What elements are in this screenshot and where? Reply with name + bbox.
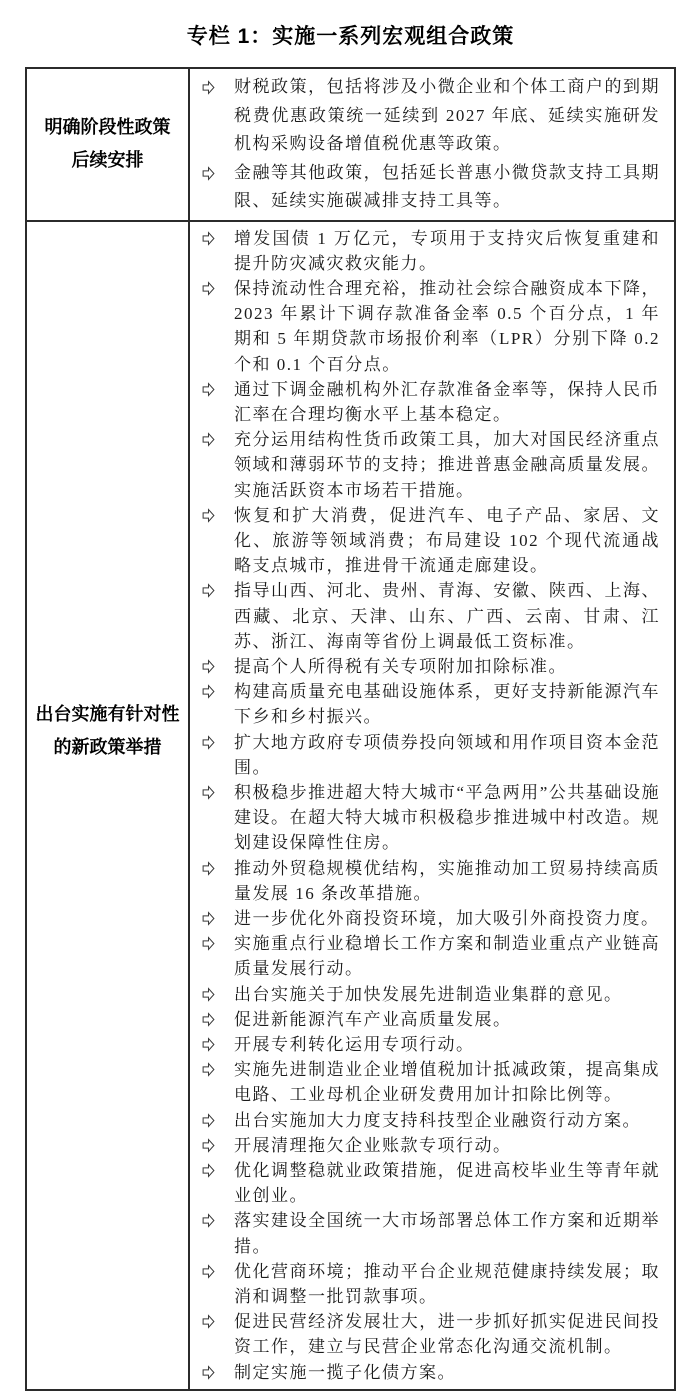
policy-item (202, 679, 660, 729)
policy-item (202, 1158, 660, 1208)
policy-item-text: 进一步优化外商投资环境，加大吸引外商投资力度。 (234, 908, 660, 928)
policy-item-text: 指导山西、河北、贵州、青海、安徽、陕西、上海、西藏、北京、天津、山东、广西、云南、甘肃、江苏、浙江、海南等省份上调最低工资标准。 (234, 581, 660, 651)
policy-item-list (202, 73, 660, 216)
hollow-right-arrow-icon (202, 1208, 216, 1228)
policy-item (202, 1108, 660, 1133)
policy-item (202, 1032, 660, 1057)
policy-item-text: 财税政策，包括将涉及小微企业和个体工商户的到期税费优惠政策统一延续到 2027 年底、延续实施研发机构采购设备增值税优惠等政策。 (234, 77, 660, 153)
hollow-right-arrow-icon (202, 1032, 216, 1052)
policy-item-text: 构建高质量充电基础设施体系，更好支持新能源汽车下乡和乡村振兴。 (234, 682, 660, 727)
policy-table (25, 67, 676, 1391)
policy-item (202, 931, 660, 981)
policy-item-text: 增发国债 1 万亿元，专项用于支持灾后恢复重建和提升防灾减灾救灾能力。 (234, 228, 660, 273)
policy-item-text: 恢复和扩大消费，促进汽车、电子产品、家居、文化、旅游等领域消费；布局建设 102 个现代流通战略支点城市，推进骨干流通走廊建设。 (234, 505, 660, 576)
policy-item (202, 1259, 660, 1309)
table-row-phase-policies (27, 69, 674, 220)
policy-item (202, 276, 660, 377)
policy-item-text: 优化营商环境；推动平台企业规范健康持续发展；取消和调整一批罚款事项。 (234, 1261, 660, 1307)
hollow-right-arrow-icon (202, 780, 216, 800)
policy-item (202, 654, 660, 679)
policy-item-text: 出台实施关于加快发展先进制造业集群的意见。 (234, 984, 623, 1004)
hollow-right-arrow-icon (202, 226, 216, 246)
policy-item (202, 73, 660, 159)
policy-item-text: 落实建设全国统一大市场部署总体工作方案和近期举措。 (234, 1211, 660, 1256)
hollow-right-arrow-icon (202, 906, 216, 926)
policy-item-list (202, 226, 660, 1385)
row-body-phase-policies (190, 69, 674, 220)
policy-item-text: 开展清理拖欠企业账款专项行动。 (234, 1135, 512, 1155)
hollow-right-arrow-icon (202, 503, 216, 523)
hollow-right-arrow-icon (202, 1309, 216, 1329)
policy-item (202, 427, 660, 503)
hollow-right-arrow-icon (202, 1057, 216, 1077)
row-body-new-policies (190, 222, 674, 1389)
hollow-right-arrow-icon (202, 159, 216, 181)
row-header-line: 出台实施有针对性 (35, 704, 180, 725)
policy-item (202, 1208, 660, 1258)
hollow-right-arrow-icon (202, 982, 216, 1002)
policy-item (202, 159, 660, 216)
policy-item-text: 充分运用结构性货币政策工具，加大对国民经济重点领域和薄弱环节的支持；推进普惠金融高质量发展。实施活跃资本市场若干措施。 (234, 430, 660, 500)
policy-item (202, 1133, 660, 1158)
policy-item-text: 制定实施一揽子化债方案。 (234, 1362, 456, 1382)
hollow-right-arrow-icon (202, 730, 216, 750)
hollow-right-arrow-icon (202, 1108, 216, 1128)
row-header-new-policies (27, 222, 190, 1389)
policy-item (202, 906, 660, 931)
row-header-line: 明确阶段性政策 (44, 117, 171, 138)
policy-item-text: 实施重点行业稳增长工作方案和制造业重点产业链高质量发展行动。 (234, 934, 660, 979)
hollow-right-arrow-icon (202, 931, 216, 951)
hollow-right-arrow-icon (202, 654, 216, 674)
hollow-right-arrow-icon (202, 1259, 216, 1279)
policy-item (202, 578, 660, 654)
policy-item (202, 1057, 660, 1107)
hollow-right-arrow-icon (202, 1158, 216, 1178)
policy-item (202, 1007, 660, 1032)
hollow-right-arrow-icon (202, 377, 216, 397)
policy-item-text: 保持流动性合理充裕，推动社会综合融资成本下降，2023 年累计下调存款准备金率 0.5 个百分点，1 年期和 5 年期贷款市场报价利率（LPR）分别下降 0.2 个和 0.1 个百分点。 (234, 278, 660, 374)
row-header-line: 后续安排 (71, 150, 144, 171)
policy-item (202, 503, 660, 579)
policy-item (202, 226, 660, 276)
hollow-right-arrow-icon (202, 276, 216, 296)
hollow-right-arrow-icon (202, 1360, 216, 1380)
policy-item-text: 开展专利转化运用专项行动。 (234, 1035, 475, 1054)
policy-item-text: 促进新能源汽车产业高质量发展。 (234, 1009, 512, 1029)
policy-item (202, 856, 660, 906)
policy-item (202, 780, 660, 856)
hollow-right-arrow-icon (202, 1007, 216, 1027)
hollow-right-arrow-icon (202, 578, 216, 598)
table-row-new-policies (27, 220, 674, 1389)
policy-item-text: 扩大地方政府专项债券投向领域和用作项目资本金范围。 (234, 732, 660, 777)
hollow-right-arrow-icon (202, 1133, 216, 1153)
policy-item (202, 377, 660, 427)
hollow-right-arrow-icon (202, 73, 216, 95)
policy-item-text: 推动外贸稳规模优结构，实施推动加工贸易持续高质量发展 16 条改革措施。 (234, 858, 660, 903)
policy-item-text: 出台实施加大力度支持科技型企业融资行动方案。 (234, 1110, 641, 1130)
policy-item-text: 金融等其他政策，包括延长普惠小微贷款支持工具期限、延续实施碳减排支持工具等。 (234, 162, 660, 210)
hollow-right-arrow-icon (202, 679, 216, 699)
page-title: 专栏 1：实施一系列宏观组合政策 (186, 25, 515, 48)
policy-item-text: 积极稳步推进超大特大城市“平急两用”公共基础设施建设。在超大特大城市积极稳步推进城中村改造。规划建设保障性住房。 (234, 782, 660, 853)
policy-item (202, 730, 660, 780)
row-header-line: 的新政策举措 (53, 737, 162, 758)
policy-item-text: 提高个人所得税有关专项附加扣除标准。 (234, 656, 567, 676)
policy-item-text: 通过下调金融机构外汇存款准备金率等，保持人民币汇率在合理均衡水平上基本稳定。 (234, 379, 660, 424)
policy-item-text: 促进民营经济发展壮大，进一步抓好抓实促进民间投资工作，建立与民营企业常态化沟通交流机制。 (234, 1312, 660, 1357)
hollow-right-arrow-icon (202, 427, 216, 447)
policy-item-text: 优化调整稳就业政策措施，促进高校毕业生等青年就业创业。 (234, 1161, 660, 1206)
policy-item-text: 实施先进制造业企业增值税加计抵减政策，提高集成电路、工业母机企业研发费用加计扣除比例等。 (234, 1060, 660, 1105)
row-header-phase-policies (27, 69, 190, 220)
policy-item (202, 1360, 660, 1385)
policy-item (202, 1309, 660, 1359)
hollow-right-arrow-icon (202, 856, 216, 876)
policy-item (202, 982, 660, 1007)
